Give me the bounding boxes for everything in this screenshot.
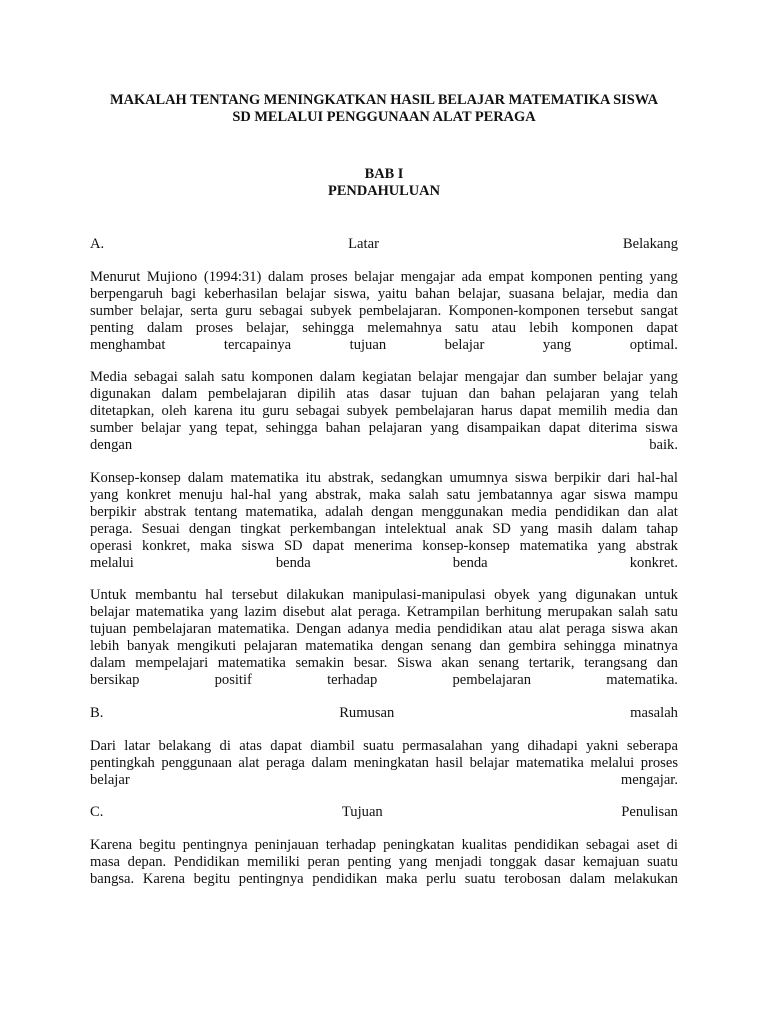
paragraph-line: yang konkret menuju hal-hal yang abstrak, maka salah satu jembatannya agar siswa mampu <box>90 486 678 503</box>
paragraph-2 <box>90 369 678 454</box>
paragraph-line: Dari latar belakang di atas dapat diambil suatu permasalahan yang dihadapi yakni seberapa <box>90 737 678 754</box>
section-word: Tujuan <box>341 804 383 821</box>
paragraph-line: penting dalam proses belajar, sehingga melemahnya satu atau lebih komponen dapat <box>90 319 678 336</box>
paragraph-3 <box>90 470 678 571</box>
paragraph-line: ditetapkan, oleh karena itu guru sebagai subyek pembelajaran harus dapat memilih media dan <box>90 403 678 420</box>
paragraph-line: Untuk membantu hal tersebut dilakukan manipulasi-manipulasi obyek yang digunakan untuk <box>90 587 678 604</box>
paragraph-line: Media sebagai salah satu komponen dalam kegiatan belajar mengajar dan sumber belajar yang <box>90 369 678 386</box>
section-heading-b <box>90 705 678 722</box>
paragraph-line: berpengaruh bagi keberhasilan belajar siswa, yaitu bahan belajar, suasana belajar, media dan <box>90 285 678 302</box>
paragraph-line: digunakan dalam pembelajaran dipilih atas dasar tujuan dan bahan pelajaran yang telah <box>90 386 678 403</box>
section-word: masalah <box>630 704 678 721</box>
section-word: Penulisan <box>621 804 678 821</box>
paragraph-line: belajar mengajar. <box>90 771 678 788</box>
document-title <box>90 92 678 126</box>
paragraph-line: dalam mempelajari matematika semakin besar. Siswa akan senang tertarik, terangsang dan <box>90 655 678 672</box>
section-word: Latar <box>348 236 379 252</box>
paragraph-line: sumber belajar yang tepat, sehingga bahan pelajaran yang disampaikan dapat diterima siswa <box>90 420 678 437</box>
section-heading-c <box>90 804 678 821</box>
paragraph-1 <box>90 269 678 354</box>
section-letter: A. <box>90 236 105 252</box>
paragraph-line: dengan baik. <box>90 437 678 454</box>
paragraph-line: belajar matematika yang lazim disebut alat peraga. Ketrampilan berhitung merupakan salah satu <box>90 604 678 621</box>
paragraph-line: bangsa. Karena begitu pentingnya pendidikan maka perlu suatu terobosan dalam melakukan <box>90 871 678 888</box>
section-word: Rumusan <box>339 704 395 721</box>
paragraph-line: peraga. Sesuai dengan tingkat perkembangan intelektual anak SD yang masih dalam tahap <box>90 520 678 537</box>
paragraph-line: berpikir abstrak tentang matematika, adalah dengan menggunakan media pendidikan dan alat <box>90 503 678 520</box>
paragraph-line: Karena begitu pentingnya peninjauan terhadap peningkatan kualitas pendidikan sebagai aset di <box>90 837 678 854</box>
paragraph-line: Menurut Mujiono (1994:31) dalam proses belajar mengajar ada empat komponen penting yang <box>90 268 678 285</box>
paragraph-line: sumber belajar, serta guru sebagai subyek pembelajaran. Komponen-komponen tersebut sangat <box>90 302 678 319</box>
paragraph-6 <box>90 837 678 888</box>
paragraph-line: tujuan pembelajaran matematika. Dengan adanya media pendidikan atau alat peraga siswa akan <box>90 621 678 638</box>
paragraph-line: pentingkah penggunaan alat peraga dalam meningkatan hasil belajar matematika melalui proses <box>90 754 678 771</box>
section-heading-a <box>90 236 678 253</box>
paragraph-line: lebih banyak mengikuti pelajaran matematika dengan senang dan gembira sehingga minatnya <box>90 638 678 655</box>
paragraph-line: melalui benda benda konkret. <box>90 554 678 571</box>
section-word: Belakang <box>622 236 678 252</box>
chapter-name: PENDAHULUAN <box>328 183 440 199</box>
paragraph-line: Konsep-konsep dalam matematika itu abstrak, sedangkan umumnya siswa berpikir dari hal-hal <box>90 469 678 486</box>
title-line-2: SD MELALUI PENGGUNAAN ALAT PERAGA <box>232 109 536 125</box>
paragraph-line: bersikap positif terhadap pembelajaran matematika. <box>90 671 678 688</box>
paragraph-line: operasi konkret, maka siswa SD dapat menerima konsep-konsep matematika yang abstrak <box>90 537 678 554</box>
section-letter: B. <box>90 704 104 721</box>
chapter-heading <box>90 166 678 200</box>
paragraph-line: masa depan. Pendidikan memiliki peran penting yang menjadi tonggak dasar kemajuan suatu <box>90 854 678 871</box>
chapter-number: BAB I <box>364 166 404 182</box>
document-page <box>90 92 678 888</box>
paragraph-5 <box>90 738 678 789</box>
section-letter: C. <box>90 804 104 821</box>
paragraph-4 <box>90 587 678 688</box>
title-line-1: MAKALAH TENTANG MENINGKATKAN HASIL BELAJAR MATEMATIKA SISWA <box>110 92 658 108</box>
paragraph-line: menghambat tercapainya tujuan belajar yang optimal. <box>90 336 678 353</box>
